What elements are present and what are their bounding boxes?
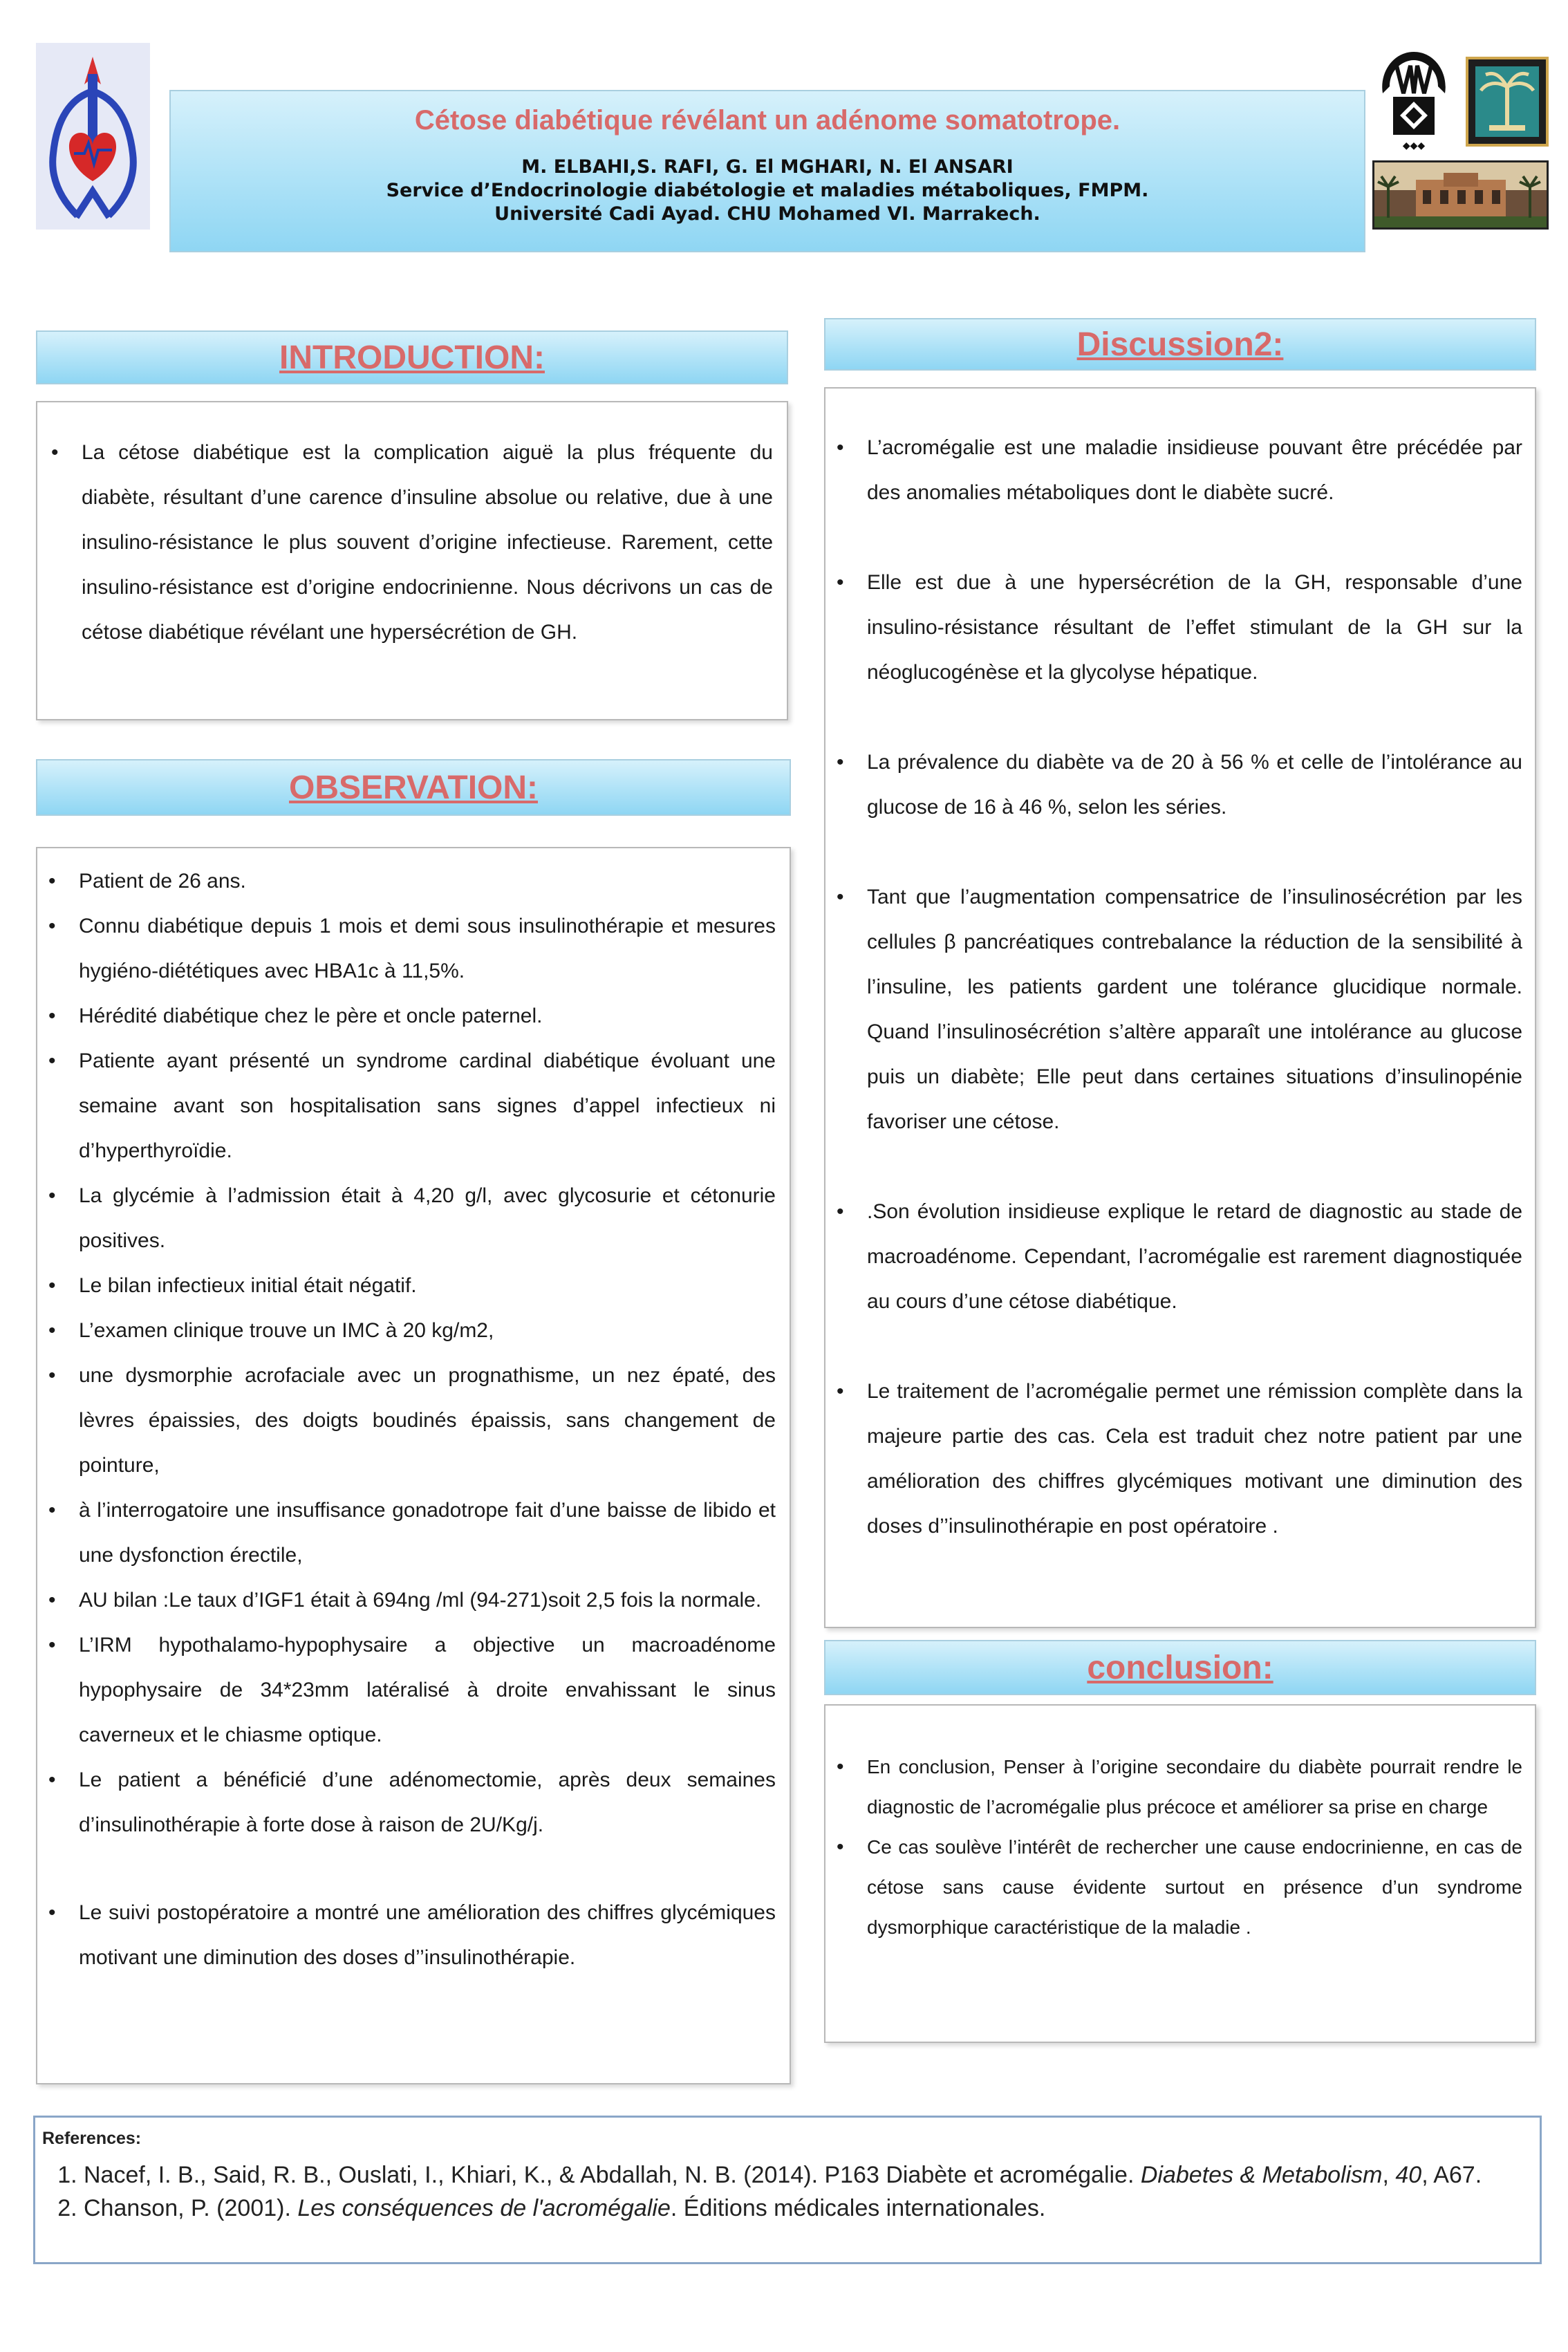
university: Université Cadi Ayad. CHU Mohamed VI. Marrakech. — [494, 203, 1040, 225]
list-item: • .Son évolution insidieuse explique le retard de diagnostic au stade de macroadénome. Cependant, l’acromégalie est rarement diagnostiquée au cours d’une cétose diabétique. — [832, 1189, 1522, 1324]
list-item: • La glycémie à l’admission était à 4,20 g/l, avec glycosurie et cétonurie positives. — [44, 1173, 776, 1263]
list-item: • à l’interrogatoire une insuffisance gonadotrope fait d’une baisse de libido et une dysfonction érectile, — [44, 1488, 776, 1578]
campus-photo — [1372, 160, 1549, 230]
palm-emblem — [1466, 57, 1549, 147]
list-item: • L’IRM hypothalamo-hypophysaire a objective un macroadénome hypophysaire de 34*23mm latéralisé à droite envahissant le sinus caverneux et le chiasme optique. — [44, 1623, 776, 1757]
conclusion-list — [832, 1747, 1522, 1948]
header-banner — [169, 90, 1365, 252]
conclusion-title: conclusion: — [824, 1640, 1536, 1695]
list-item: • Tant que l’augmentation compensatrice de l’insulinosécrétion par les cellules β pancréatiques contrebalance la réduction de la sensibilité à l’insuline, les patients gardent une tolérance glucidique normale. Quand l’insulinosécrétion s’altère apparaît une intolérance au glucose puis un diabète; Elle peut dans certaines situations d’insulinopénie favoriser une cétose. — [832, 875, 1522, 1144]
introduction-list — [47, 430, 773, 655]
discussion-title: Discussion2: — [824, 318, 1536, 371]
list-item: • Le bilan infectieux initial était négatif. — [44, 1263, 776, 1308]
list-item: • L’acromégalie est une maladie insidieuse pouvant être précédée par des anomalies métaboliques dont le diabète sucré. — [832, 425, 1522, 515]
discussion-panel — [824, 387, 1536, 1628]
introduction-panel — [36, 401, 788, 720]
references-box — [33, 2116, 1542, 2264]
list-item: • Hérédité diabétique chez le père et oncle paternel. — [44, 993, 776, 1038]
heart-logo-icon — [36, 43, 150, 230]
introduction-title: INTRODUCTION: — [36, 330, 788, 384]
list-item: • AU bilan :Le taux d’IGF1 était à 694ng /ml (94-271)soit 2,5 fois la normale. — [44, 1578, 776, 1623]
list-item: • Patiente ayant présenté un syndrome cardinal diabétique évoluant une semaine avant son hospitalisation sans signes d’appel infectieux ni d’hyperthyroïdie. — [44, 1038, 776, 1173]
authors: M. ELBAHI,S. RAFI, G. El MGHARI, N. El ANSARI — [521, 156, 1014, 178]
list-item: • une dysmorphie acrofaciale avec un prognathisme, un nez épaté, des lèvres épaissies, des doigts boudinés épaissis, sans changement de pointure, — [44, 1353, 776, 1488]
observation-title: OBSERVATION: — [36, 759, 791, 816]
list-item: • Ce cas soulève l’intérêt de rechercher une cause endocrinienne, en cas de cétose sans cause évidente surtout en présence d’un syndrome dysmorphique caractéristique de la maladie . — [832, 1827, 1522, 1948]
references-list — [35, 2158, 1526, 2225]
list-item: • Connu diabétique depuis 1 mois et demi sous insulinothérapie et mesures hygiéno-diététiques avec HBA1c à 11,5%. — [44, 904, 776, 993]
reference-journal: Les conséquences de l'acromégalie — [297, 2195, 671, 2221]
list-item: • Elle est due à une hypersécrétion de la GH, responsable d’une insulino-résistance résultant de l’effet stimulant de la GH sur la néoglucogénèse et la glycolyse hépatique. — [832, 560, 1522, 695]
list-item: • Patient de 26 ans. — [44, 859, 776, 904]
list-item: • Le suivi postopératoire a montré une amélioration des chiffres glycémiques motivant une diminution des doses d’’insulinothérapie. — [44, 1890, 776, 1980]
list-item: • Le patient a bénéficié d’une adénomectomie, après deux semaines d’insulinothérapie à forte dose à raison de 2U/Kg/j. — [44, 1757, 776, 1847]
reference-journal: Diabetes & Metabolism — [1140, 2162, 1383, 2188]
list-item: • En conclusion, Penser à l’origine secondaire du diabète pourrait rendre le diagnostic de l’acromégalie plus précoce et améliorer sa prise en charge — [832, 1747, 1522, 1827]
poster-title: Cétose diabétique révélant un adénome somatotrope. — [414, 105, 1121, 136]
service: Service d’Endocrinologie diabétologie et maladies métaboliques, FMPM. — [386, 180, 1149, 201]
references-heading: References: — [42, 2129, 142, 2148]
svg-text:◆◆◆: ◆◆◆ — [1402, 140, 1426, 151]
university-emblem — [1372, 45, 1455, 156]
campus-photo-icon — [1374, 162, 1547, 227]
observation-panel — [36, 847, 791, 2084]
list-item: • Le traitement de l’acromégalie permet une rémission complète dans la majeure partie des cas. Cela est traduit chez notre patient par une amélioration des chiffres glycémiques motivant une diminution des doses d’’insulinothérapie en post opératoire . — [832, 1369, 1522, 1549]
reference-volume: 40 — [1395, 2162, 1422, 2188]
list-item: • La cétose diabétique est la complication aiguë la plus fréquente du diabète, résultant d’une carence d’insuline absolue ou relative, due à une insulino-résistance le plus souvent d’origine infectieuse. Rarement, cette insulino-résistance est d’origine endocrinienne. Nous décrivons un cas de cétose diabétique révélant une hypersécrétion de GH. — [47, 430, 773, 655]
reference-item: 2. Chanson, P. (2001). Les conséquences de l'acromégalie. Éditions médicales internationales. — [84, 2192, 1526, 2225]
palm-emblem-icon — [1468, 59, 1546, 144]
left-logo — [36, 43, 150, 230]
list-item: • L’examen clinique trouve un IMC à 20 kg/m2, — [44, 1308, 776, 1353]
list-item: • La prévalence du diabète va de 20 à 56 % et celle de l’intolérance au glucose de 16 à 46 %, selon les séries. — [832, 740, 1522, 830]
observation-list — [44, 859, 776, 1980]
conclusion-panel — [824, 1704, 1536, 2043]
discussion-list — [832, 425, 1522, 1549]
reference-item: 1. Nacef, I. B., Said, R. B., Ouslati, I., Khiari, K., & Abdallah, N. B. (2014). P163 Diabète et acromégalie. Diabetes & Metabolism, 40, A67. — [84, 2158, 1526, 2192]
university-emblem-icon — [1372, 45, 1455, 156]
